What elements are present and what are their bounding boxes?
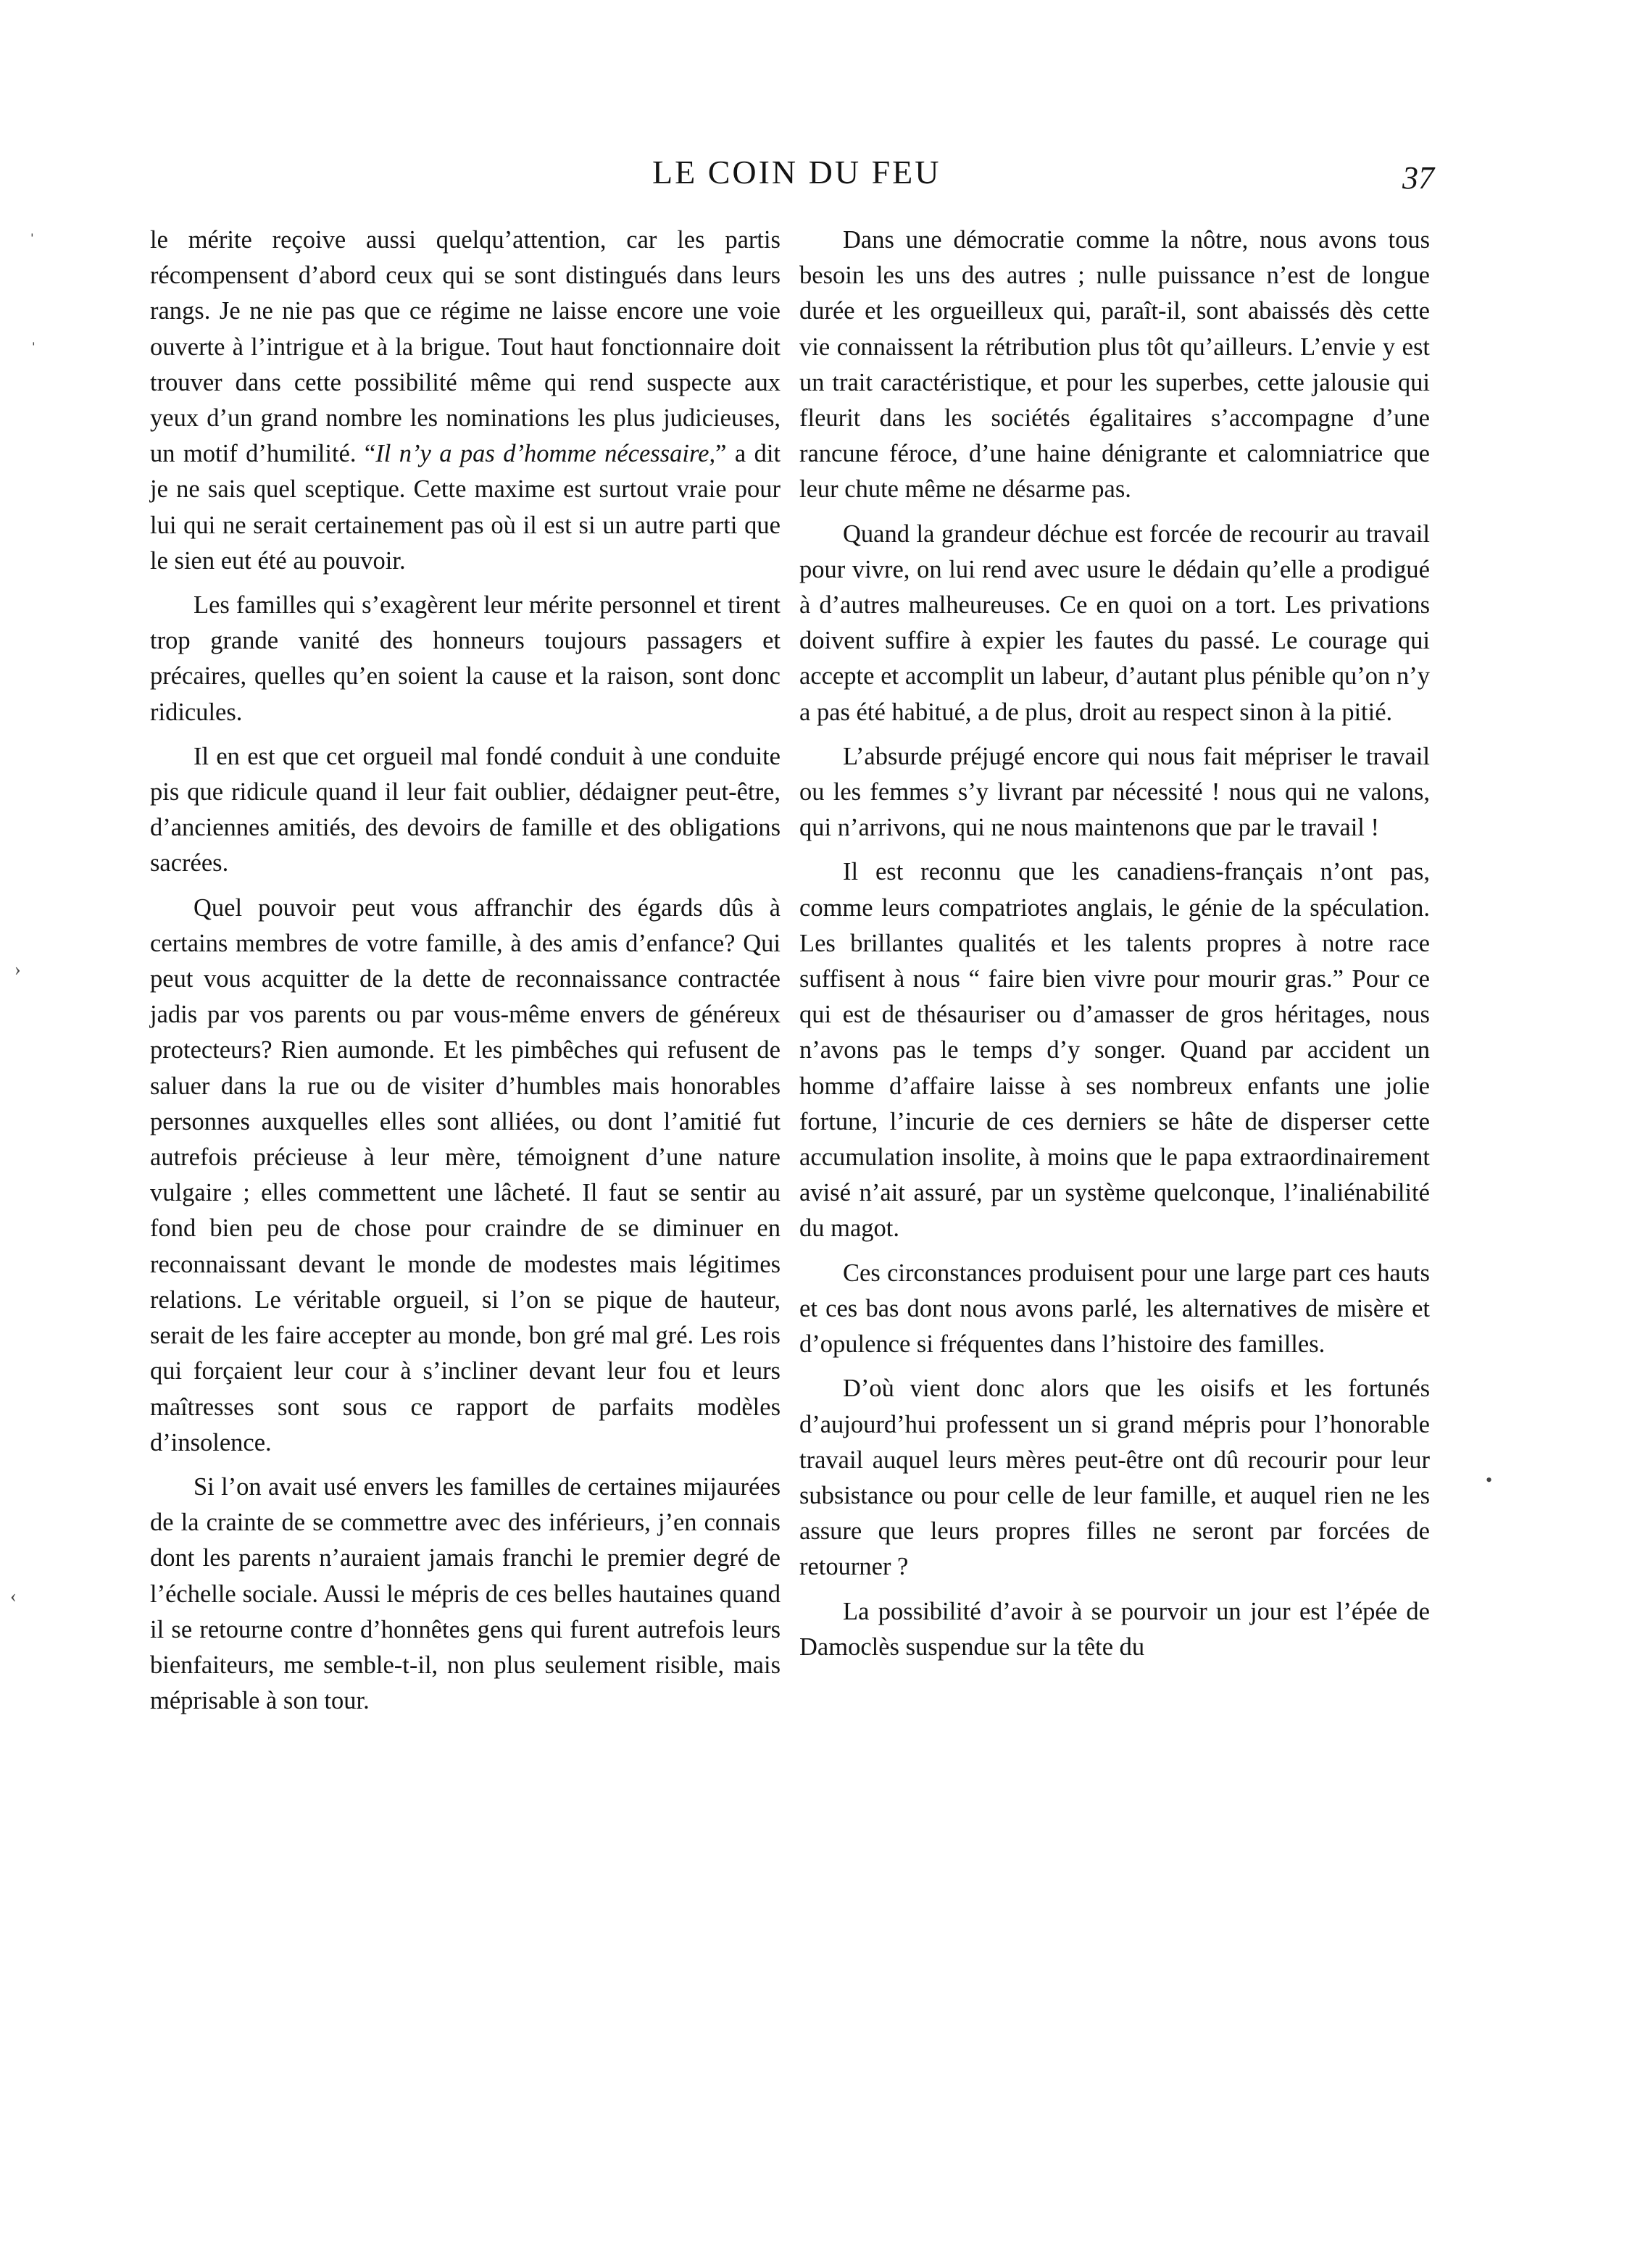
quoted-maxim: Il n’y a pas d’homme nécessaire, bbox=[375, 440, 716, 468]
scan-speck: ˈ bbox=[30, 339, 37, 360]
paragraph: Il est reconnu que les canadiens-français n’ont pas, comme leurs compatriotes anglais, le génie de la spéculation. Les brillantes qualités et les talents propres à notre race suffisent à nous “ faire bien vivre pour mourir gras.” Pour ce qui est de thésauriser ou d’amasser de gros héritages, nous n’avons pas le temps d’y songer. Quand par accident un homme d’affaire laisse à ses nombreux enfants une jolie fortune, l’incurie de ces derniers se hâte de disperser cette accumulation insolite, à moins que le papa extraordinairement avisé n’ait assuré, par un système quelconque, l’inaliénabilité du magot. bbox=[799, 858, 1430, 1243]
paragraph: Il en est que cet orgueil mal fondé conduit à une conduite pis que ridicule quand il leur fait oublier, dédaigner peut-être, d’anciennes amitiés, des devoirs de famille et des obligations sacrées. bbox=[150, 742, 781, 877]
running-head bbox=[0, 152, 1648, 196]
paragraph: Les familles qui s’exagèrent leur mérite personnel et tirent trop grande vanité des honneurs toujours passagers et précaires, quelles qu’en soient la cause et la raison, sont donc ridicules. bbox=[150, 591, 781, 726]
paragraph: Ces circonstances produisent pour une large part ces hauts et ces bas dont nous avons parlé, les alternatives de misère et d’opulence si fréquentes dans l’histoire des familles. bbox=[799, 1259, 1430, 1359]
scan-speck: ˈ bbox=[29, 230, 36, 251]
paragraph: La possibilité d’avoir à se pourvoir un jour est l’épée de Damoclès suspendue sur la tête du bbox=[799, 1597, 1430, 1661]
scan-speck: › bbox=[14, 959, 21, 980]
right-column bbox=[799, 222, 1430, 1674]
paragraph-text: le mérite reçoive aussi quelqu’attention, car les partis récompensent d’abord ceux qui se sont distingués dans leurs rangs. Je ne nie pas que ce régime ne laisse encore une voie ouverte à l’intrigue et à la brigue. Tout haut fonctionnaire doit trouver dans cette possibilité même qui rend suspecte aux yeux d’un grand nombre les nominations les plus judicieuses, un motif d’humilité. “ bbox=[150, 226, 781, 468]
paragraph: Si l’on avait usé envers les familles de certaines mijaurées de la crainte de se commettre avec des inférieurs, j’en connais dont les parents n’auraient jamais franchi le premier degré de l’échelle sociale. Aussi le mépris de ces belles hautaines quand il se retourne contre d’honnêtes gens qui furent autrefois leurs bienfaiteurs, me semble-t-il, non plus seulement risible, mais méprisable à son tour. bbox=[150, 1472, 781, 1715]
paragraph: D’où vient donc alors que les oisifs et les fortunés d’aujourd’hui professent un si grand mépris pour l’honorable travail auquel leurs mères peut-être ont dû recourir pour leur subsistance ou pour celle de leur famille, et auquel rien ne les assure que leurs propres filles ne seront par forcées de retourner ? bbox=[799, 1375, 1430, 1581]
paragraph-text: ” a dit je ne sais quel sceptique. Cette maxime est surtout vraie pour lui qui ne serait certainement pas où il est si un autre parti que le sien eut été au pouvoir. bbox=[150, 440, 781, 575]
scan-speck: • bbox=[1486, 1469, 1493, 1491]
paragraph: Quel pouvoir peut vous affranchir des égards dûs à certains membres de votre famille, à des amis d’enfance? Qui peut vous acquitter de la dette de reconnaissance contractée jadis par vos parents ou par vous-même envers de généreux protecteurs? Rien aumonde. Et les pimbêches qui refusent de saluer dans la rue ou de visiter d’humbles mais honorables personnes auxquelles elles sont alliées, ou dont l’amitié fut autrefois précieuse à leur mère, témoignent d’une nature vulgaire ; elles commettent une lâcheté. Il faut se sentir au fond bien peu de chose pour craindre de se diminuer en reconnaissant devant le monde de modestes mais légitimes relations. Le véritable orgueil, si l’on se pique de hauteur, serait de les faire accepter au monde, bon gré mal gré. Les rois qui forçaient leur cour à s’incliner devant leur fou et leurs maîtresses sont sous ce rapport de parfaits modèles d’insolence. bbox=[150, 893, 781, 1456]
scan-speck: ‹ bbox=[10, 1585, 17, 1606]
left-column bbox=[150, 222, 781, 1727]
running-title: LE COIN DU FEU bbox=[652, 154, 941, 191]
page-number: 37 bbox=[1402, 160, 1434, 196]
paragraph bbox=[150, 222, 781, 579]
paragraph: L’absurde préjugé encore qui nous fait mépriser le travail ou les femmes s’y livrant par nécessité ! nous qui ne valons, qui n’arrivons, qui ne nous maintenons que par le travail ! bbox=[799, 742, 1430, 842]
paragraph: Dans une démocratie comme la nôtre, nous avons tous besoin les uns des autres ; nulle puissance n’est de longue durée et les orgueilleux qui, paraît-il, sont abaissés dès cette vie connaissent la rétribution plus tôt qu’ailleurs. L’envie y est un trait caractéristique, et pour les superbes, cette jalousie qui fleurit dans les sociétés égalitaires s’accompagne d’une rancune féroce, d’une haine dénigrante et calomniatrice que leur chute même ne désarme pas. bbox=[799, 226, 1430, 504]
paragraph: Quand la grandeur déchue est forcée de recourir au travail pour vivre, on lui rend avec usure le dédain qu’elle a prodigué à d’autres malheureuses. Ce en quoi on a tort. Les privations doivent suffire à expier les fautes du passé. Le courage qui accepte et accomplit un labeur, d’autant plus pénible qu’on n’y a pas été habitué, a de plus, droit au respect sinon à la pitié. bbox=[799, 520, 1430, 726]
